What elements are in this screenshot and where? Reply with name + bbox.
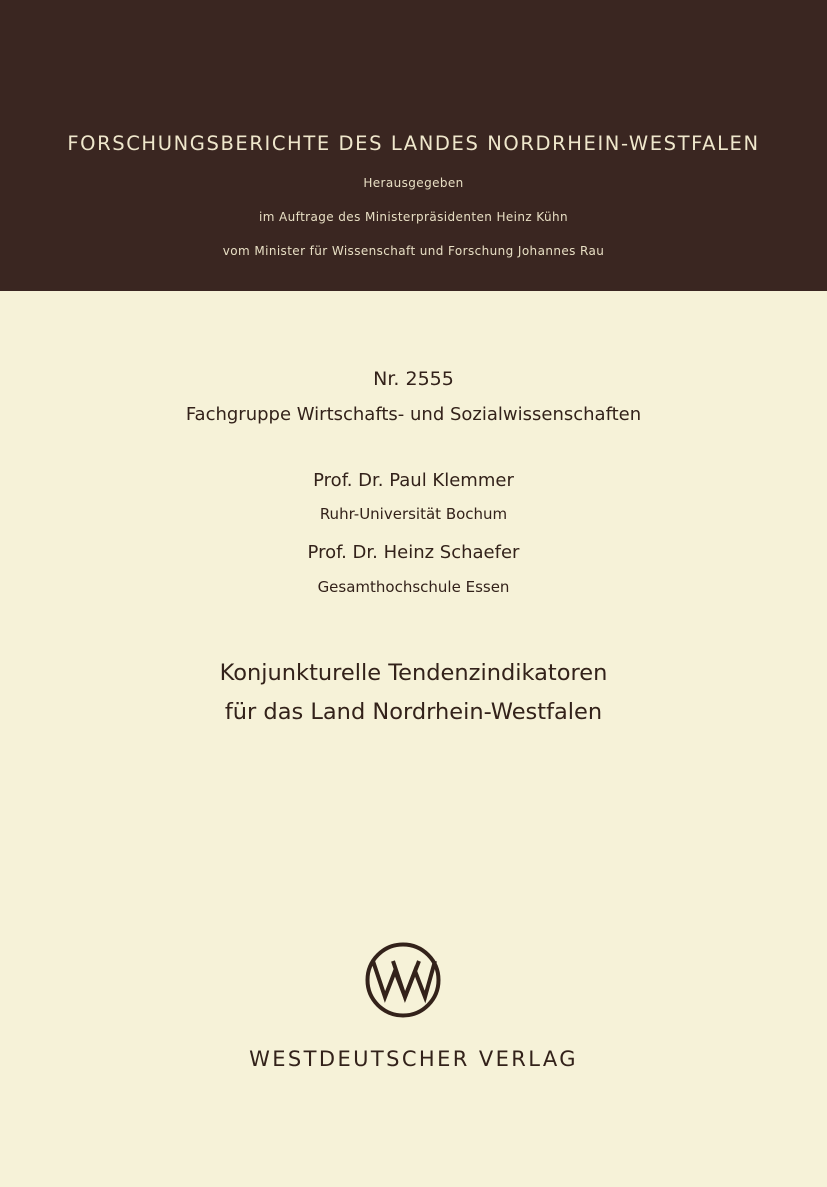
- editor-line-minister: vom Minister für Wissenschaft und Forschung Johannes Rau: [222, 244, 605, 258]
- author-affiliation: Gesamthochschule Essen: [317, 578, 510, 596]
- author-affiliation: Ruhr-Universität Bochum: [319, 505, 508, 523]
- editor-line-published: Herausgegeben: [363, 176, 464, 190]
- book-title-line: Konjunkturelle Tendenzindikatoren: [219, 660, 608, 686]
- author-name: Prof. Dr. Heinz Schaefer: [307, 542, 520, 563]
- series-title: FORSCHUNGSBERICHTE DES LANDES NORDRHEIN-WESTFALEN: [67, 132, 760, 155]
- header-band: [0, 0, 827, 291]
- report-number: Nr. 2555: [373, 368, 454, 390]
- publisher-name: WESTDEUTSCHER VERLAG: [249, 1047, 578, 1071]
- subject-group: Fachgruppe Wirtschafts- und Sozialwissenschaften: [185, 404, 642, 425]
- book-title-line: für das Land Nordrhein-Westfalen: [224, 699, 603, 725]
- editor-line-commission: im Auftrage des Ministerpräsidenten Heinz Kühn: [259, 210, 568, 224]
- author-name: Prof. Dr. Paul Klemmer: [313, 470, 514, 491]
- wv-circle-logo-icon: [364, 941, 442, 1019]
